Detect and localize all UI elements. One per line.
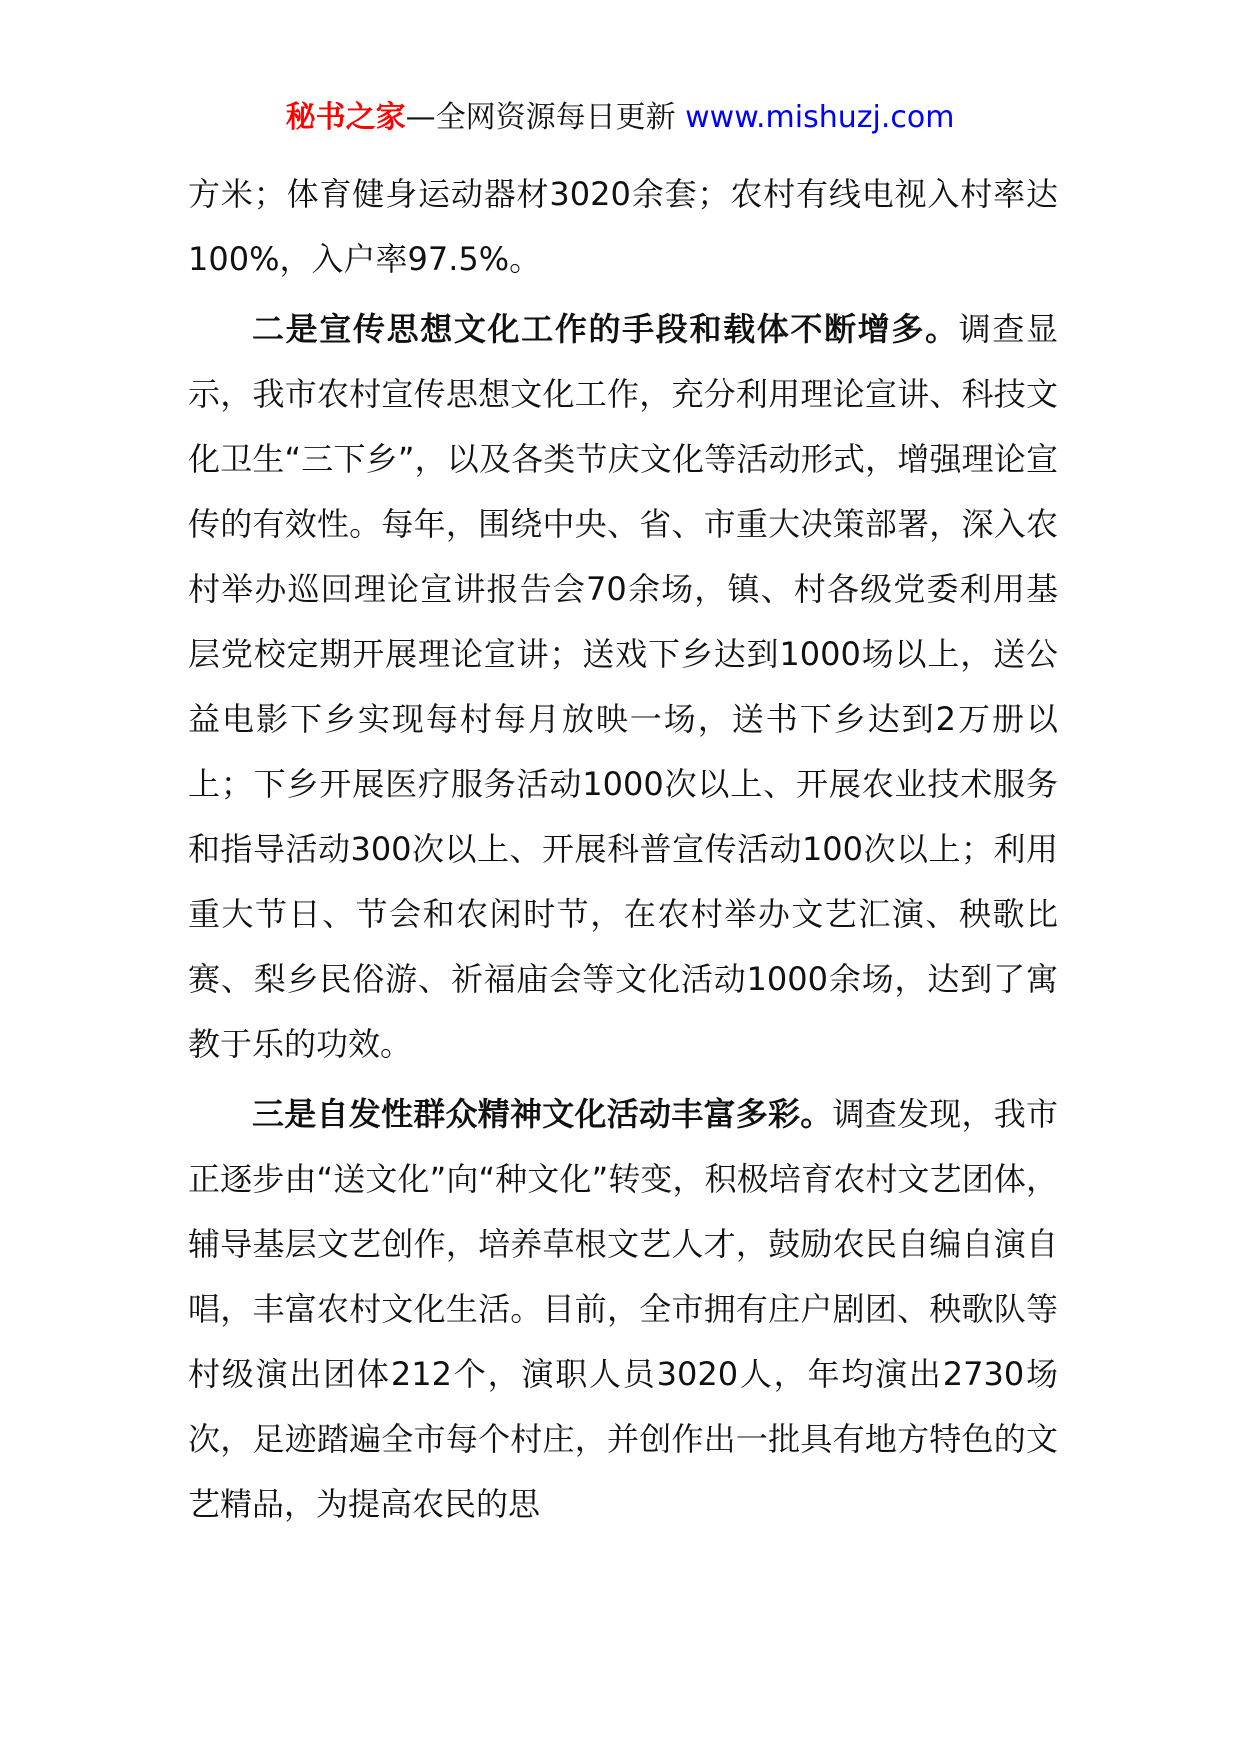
site-url-link[interactable]: www.mishuzj.com [685,100,955,135]
paragraph-heading: 三是自发性群众精神文化活动丰富多彩。 [252,1095,833,1133]
paragraph-mass-culture [188,1082,1058,1537]
header-slogan: —全网资源每日更新 [405,100,686,135]
paragraph-text: 方米；体育健身运动器材3020余套；农村有线电视入村率达100%，入户率97.5%。 [188,175,1058,278]
paragraph-publicity-work [188,297,1058,1077]
paragraph-continuation [188,162,1058,292]
paragraph-heading: 二是宣传思想文化工作的手段和载体不断增多。 [252,310,959,348]
paragraph-text: 调查显示，我市农村宣传思想文化工作，充分利用理论宣讲、科技文化卫生“三下乡”，以及各类节庆文化等活动形式，增强理论宣传的有效性。每年，围绕中央、省、市重大决策部署，深入农村举办巡回理论宣讲报告会70余场，镇、村各级党委利用基层党校定期开展理论宣讲；送戏下乡达到1000场以上，送公益电影下乡实现每村每月放映一场，送书下乡达到2万册以上；下乡开展医疗服务活动1000次以上、开展农业技术服务和指导活动300次以上、开展科普宣传活动100次以上；利用重大节日、节会和农闲时节，在农村举办文艺汇演、秧歌比赛、梨乡民俗游、祈福庙会等文化活动1000余场，达到了寓教于乐的功效。 [188,310,1058,1063]
paragraph-text: 调查发现，我市正逐步由“送文化”向“种文化”转变，积极培育农村文艺团体，辅导基层文艺创作，培养草根文艺人才，鼓励农民自编自演自唱，丰富农村文化生活。目前，全市拥有庄户剧团、秧歌队等村级演出团体212个，演职人员3020人，年均演出2730场次，足迹踏遍全市每个村庄，并创作出一批具有地方特色的文艺精品，为提高农民的思 [188,1095,1058,1523]
brand-name: 秘书之家 [285,100,406,135]
document-body [188,162,1058,1537]
site-header [0,98,1240,138]
